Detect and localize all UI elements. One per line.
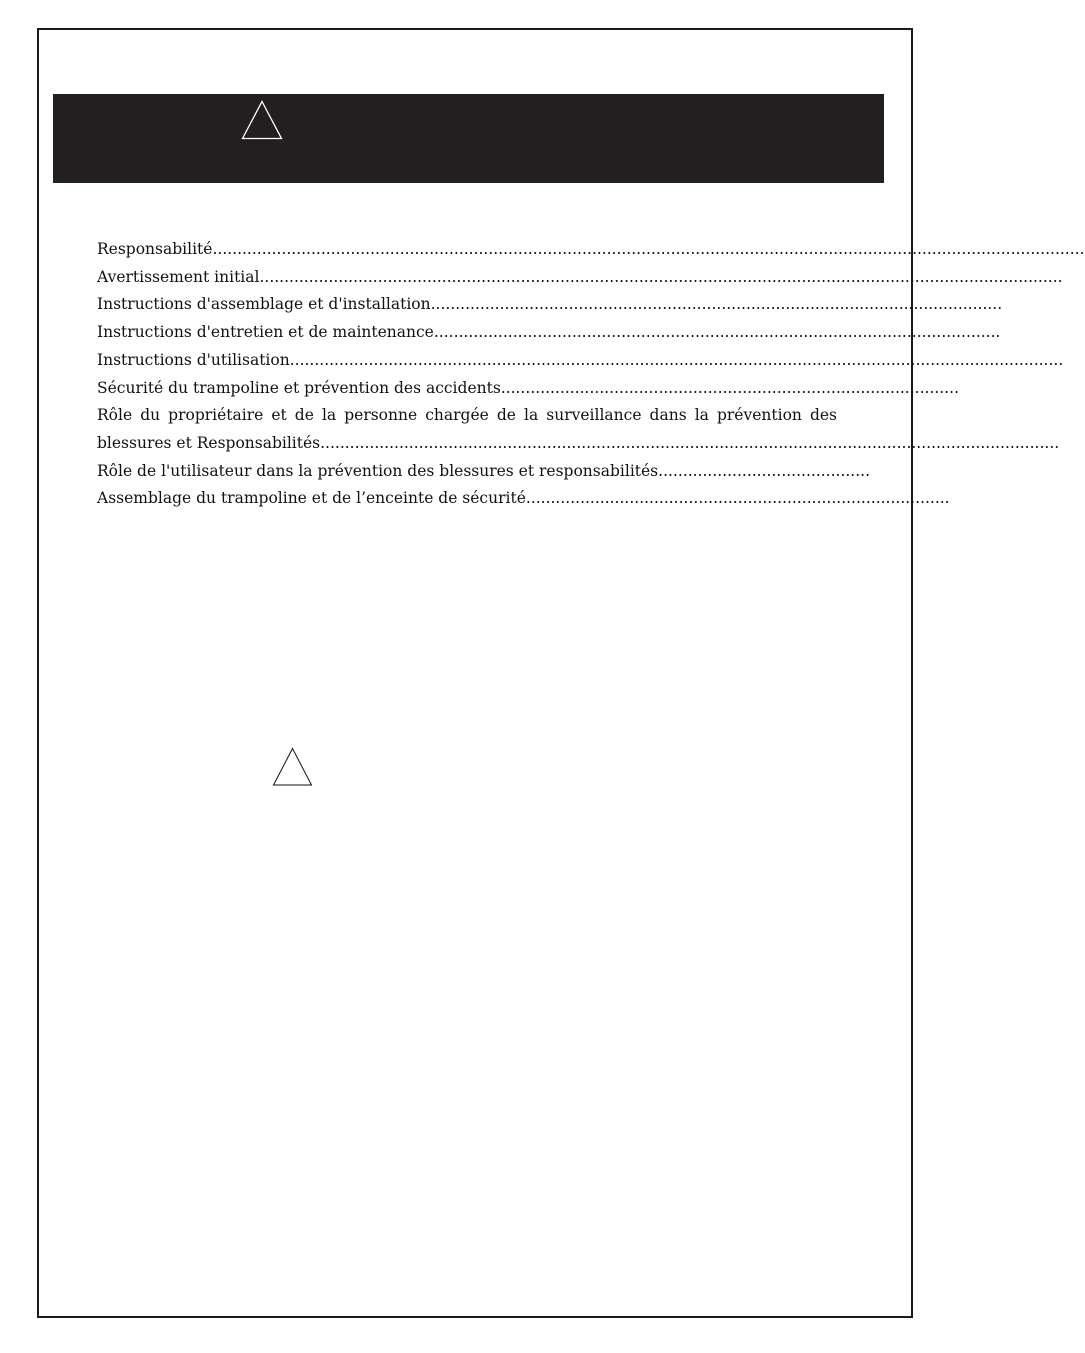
toc-entry-title: Instructions d'utilisation bbox=[97, 350, 290, 369]
toc-entry-title: Instructions d'entretien et de maintenance bbox=[97, 323, 434, 342]
toc-leader-dots: ................................................................................................................................................................................. bbox=[212, 240, 1085, 258]
toc-entry-title: Avertissement initial bbox=[97, 267, 260, 286]
toc-entry-title: Rôle de l'utilisateur dans la prévention des blessures et responsabilités bbox=[97, 461, 659, 480]
toc-entry-title: Sécurité du trampoline et prévention des accidents bbox=[97, 378, 501, 397]
toc-entry-title: Responsabilité bbox=[97, 240, 213, 258]
toc-entry-title: Assemblage du trampoline et de l’enceinte de sécurité bbox=[97, 489, 526, 508]
toc-entry-securite-trampoline[interactable] bbox=[97, 375, 959, 403]
toc-entry-instructions-assemblage[interactable] bbox=[97, 291, 1003, 319]
warning-triangle-icon bbox=[272, 747, 314, 787]
toc-leader-dots: ...................................................................................... bbox=[525, 489, 950, 508]
toc-entry-title-line1: Rôle du propriétaire et de la personne chargée de la surveillance dans la prévention des bbox=[97, 406, 837, 425]
toc-leader-dots: ................................................................................................................... bbox=[433, 323, 1001, 342]
page-frame bbox=[37, 28, 913, 1318]
table-of-contents bbox=[97, 236, 1085, 513]
toc-leader-dots: ........................................... bbox=[658, 461, 871, 480]
warning-triangle-icon bbox=[241, 100, 283, 140]
toc-leader-dots: ................................................................................................................................................................... bbox=[259, 267, 1063, 286]
toc-leader-dots: .................................................................................................................... bbox=[430, 295, 1003, 314]
toc-leader-dots: ...................................................................................................................................................... bbox=[320, 433, 1060, 452]
toc-leader-dots: ............................................................................................. bbox=[500, 378, 959, 397]
toc-entry-role-proprietaire[interactable] bbox=[97, 402, 1060, 457]
toc-entry-role-utilisateur[interactable] bbox=[97, 458, 871, 486]
toc-entry-avertissement-initial[interactable] bbox=[97, 264, 1063, 292]
toc-entry-assemblage-trampoline[interactable] bbox=[97, 485, 950, 513]
toc-entry-instructions-utilisation[interactable] bbox=[97, 347, 1064, 375]
toc-entry-title: Instructions d'assemblage et d'installation bbox=[97, 295, 431, 314]
toc-entry-responsabilite[interactable] bbox=[97, 236, 1085, 264]
toc-entry-instructions-entretien[interactable] bbox=[97, 319, 1001, 347]
toc-entry-title-line2: blessures et Responsabilités bbox=[97, 433, 321, 452]
toc-leader-dots: ............................................................................................................................................................. bbox=[289, 350, 1064, 369]
header-banner bbox=[53, 94, 884, 183]
